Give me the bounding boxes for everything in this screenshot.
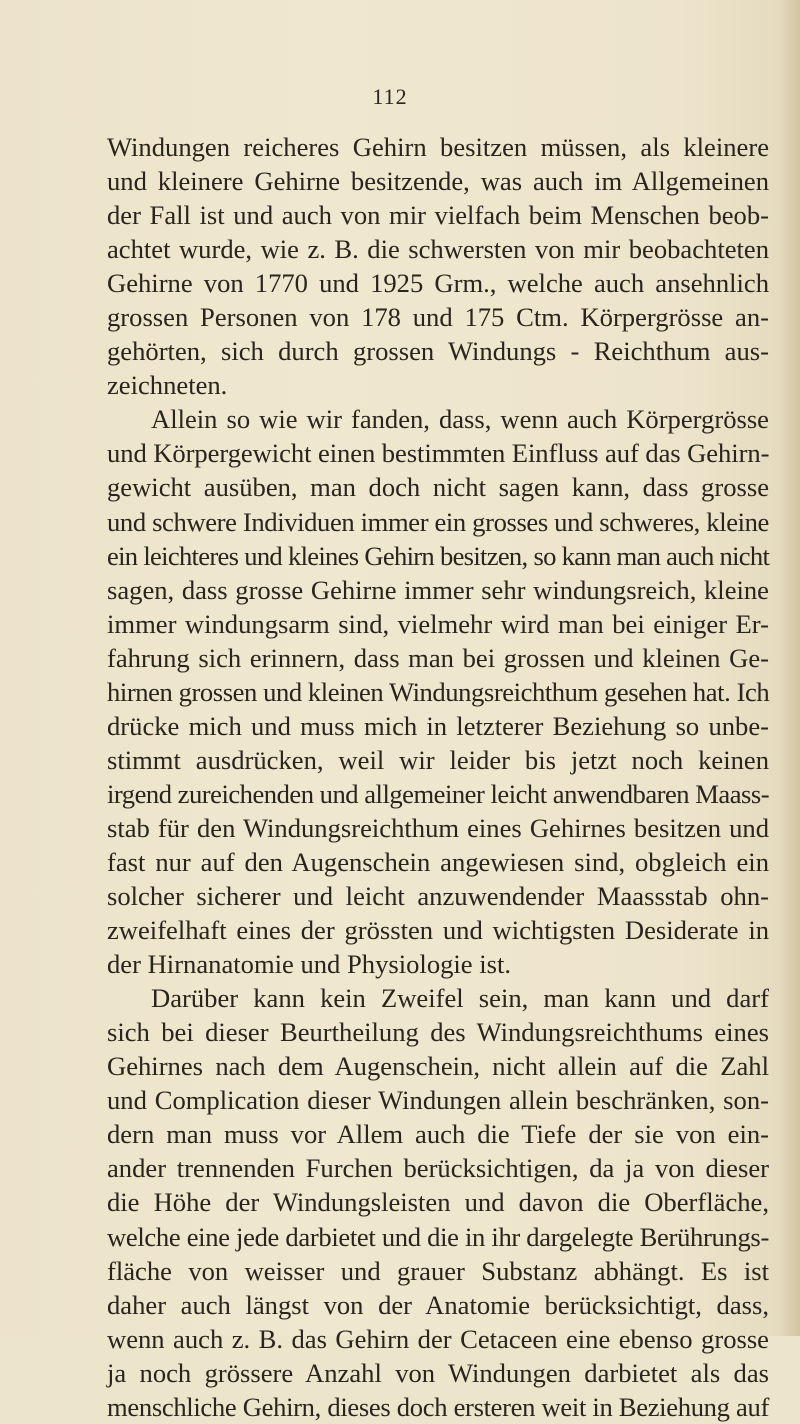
text-line: achtet wurde, wie z. B. die schwersten von mir beobachteten [107, 234, 769, 265]
text-line: stab für den Windungsreichthum eines Gehirnes besitzen und [107, 812, 769, 843]
page-number: 112 [372, 84, 408, 109]
text-line: sich bei dieser Beurtheilung des Windungsreichthums eines [107, 1017, 769, 1048]
text-line: der Fall ist und auch von mir vielfach beim Menschen beob- [107, 200, 769, 231]
text-line: und kleinere Gehirne besitzende, was auch im Allgemeinen [107, 166, 769, 197]
text-line: Gehirnes nach dem Augenschein, nicht allein auf die Zahl [107, 1051, 769, 1082]
text-line: sagen, dass grosse Gehirne immer sehr windungsreich, kleine [107, 574, 769, 605]
text-line: irgend zureichenden und allgemeiner leicht anwendbaren Maass- [107, 778, 770, 809]
text-line: fast nur auf den Augenschein angewiesen sind, obgleich ein [107, 846, 769, 877]
text-line: solcher sicherer und leicht anzuwendender Maassstab ohn- [107, 881, 769, 912]
text-line: zeichneten. [107, 370, 228, 401]
text-line: welche eine jede darbietet und die in ihr dargelegte Berührungs- [107, 1221, 769, 1252]
text-line: gehörten, sich durch grossen Windungs - Reichthum aus- [107, 336, 769, 367]
text-line: Gehirne von 1770 und 1925 Grm., welche auch ansehnlich [107, 268, 769, 299]
text-line: ein leichteres und kleines Gehirn besitzen, so kann man auch nicht [107, 540, 770, 571]
text-line: zweifelhaft eines der grössten und wichtigsten Desiderate in [107, 915, 769, 946]
text-line: ander trennenden Furchen berücksichtigen, da ja von dieser [107, 1153, 769, 1184]
text-line: drücke mich und muss mich in letzterer Beziehung so unbe- [107, 710, 769, 741]
text-line: und Complication dieser Windungen allein beschränken, son- [107, 1085, 769, 1116]
text-line: fläche von weisser und grauer Substanz abhängt. Es ist [107, 1255, 769, 1286]
text-line: die Höhe der Windungsleisten und davon die Oberfläche, [107, 1187, 769, 1218]
text-line: fahrung sich erinnern, dass man bei grossen und kleinen Ge- [107, 642, 769, 673]
text-line: daher auch längst von der Anatomie berücksichtigt, dass, [107, 1289, 769, 1320]
text-line: dern man muss vor Allem auch die Tiefe der sie von ein- [107, 1119, 769, 1150]
body-text [107, 130, 769, 1424]
text-line: wenn auch z. B. das Gehirn der Cetaceen eine ebenso grosse [107, 1323, 769, 1354]
page-edge-shadow [778, 0, 800, 1336]
text-line: hirnen grossen und kleinen Windungsreichthum gesehen hat. Ich [107, 676, 770, 707]
text-line: und Körpergewicht einen bestimmten Einfluss auf das Gehirn- [107, 438, 770, 469]
text-line: stimmt ausdrücken, weil wir leider bis jetzt noch keinen [107, 744, 769, 775]
text-line: grossen Personen von 178 und 175 Ctm. Körpergrösse an- [107, 302, 769, 333]
text-line: und schwere Individuen immer ein grosses und schweres, kleine [107, 506, 769, 537]
text-line: menschliche Gehirn, dieses doch ersteren weit in Beziehung auf [107, 1391, 769, 1422]
text-line: immer windungsarm sind, vielmehr wird man bei einiger Er- [107, 608, 769, 639]
text-line: gewicht ausüben, man doch nicht sagen kann, dass grosse [107, 472, 769, 503]
text-line: Darüber kann kein Zweifel sein, man kann und darf [151, 983, 769, 1014]
text-line: der Hirnanatomie und Physiologie ist. [107, 949, 512, 980]
text-line: Allein so wie wir fanden, dass, wenn auch Körpergrösse [151, 404, 769, 435]
text-line: Windungen reicheres Gehirn besitzen müssen, als kleinere [107, 132, 769, 162]
text-line: ja noch grössere Anzahl von Windungen darbietet als das [107, 1357, 769, 1388]
